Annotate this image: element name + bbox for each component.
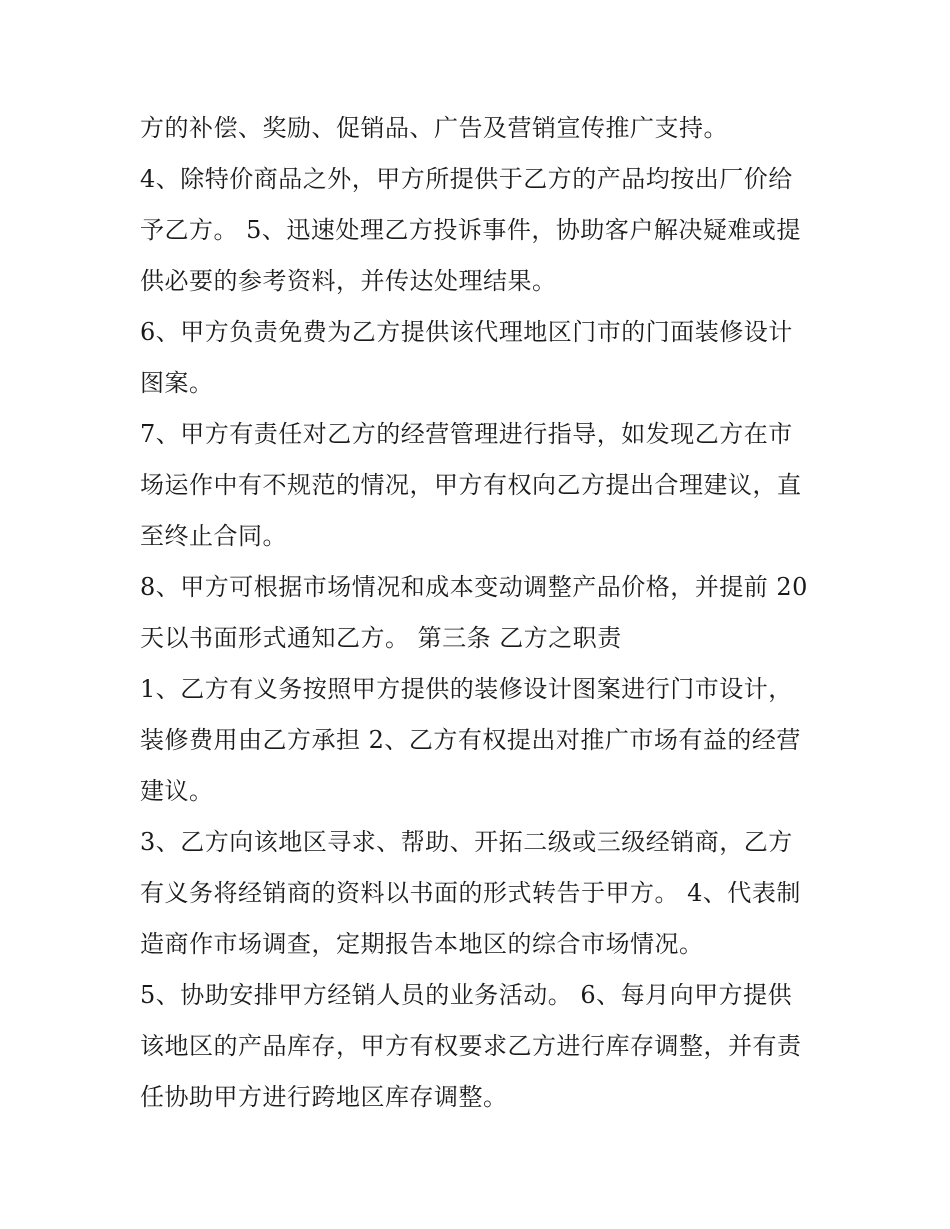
text-line: 场运作中有不规范的情况，甲方有权向乙方提出合理建议，直 xyxy=(140,471,802,499)
text-line: 7、甲方有责任对乙方的经营管理进行指导，如发现乙方在市 xyxy=(140,420,793,448)
text-line: 1、乙方有义务按照甲方提供的装修设计图案进行门市设计， xyxy=(140,675,793,703)
text-line: 5、协助安排甲方经销人员的业务活动。 6、每月向甲方提供 xyxy=(140,981,793,1009)
document-body xyxy=(140,103,820,1123)
text-line: 天以书面形式通知乙方。 第三条 乙方之职责 xyxy=(140,624,622,652)
text-line: 该地区的产品库存，甲方有权要求乙方进行库存调整，并有责 xyxy=(140,1032,802,1060)
text-line: 予乙方。 5、迅速处理乙方投诉事件，协助客户解决疑难或提 xyxy=(140,216,801,244)
text-line: 装修费用由乙方承担 2、乙方有权提出对推广市场有益的经营 xyxy=(140,726,801,754)
text-line: 3、乙方向该地区寻求、帮助、开拓二级或三级经销商，乙方 xyxy=(140,828,793,856)
text-line: 任协助甲方进行跨地区库存调整。 xyxy=(140,1083,508,1111)
text-line: 6、甲方负责免费为乙方提供该代理地区门市的门面装修设计 xyxy=(140,318,793,346)
text-line: 8、甲方可根据市场情况和成本变动调整产品价格，并提前 20 xyxy=(140,573,808,601)
text-line: 至终止合同。 xyxy=(140,522,287,550)
text-line: 图案。 xyxy=(140,369,214,397)
text-line: 4、除特价商品之外，甲方所提供于乙方的产品均按出厂价给 xyxy=(140,165,793,193)
text-line: 造商作市场调查，定期报告本地区的综合市场情况。 xyxy=(140,930,704,958)
text-line: 建议。 xyxy=(140,777,214,805)
text-line: 供必要的参考资料，并传达处理结果。 xyxy=(140,267,557,295)
text-line: 方的补偿、奖励、促销品、广告及营销宣传推广支持。 xyxy=(140,114,728,142)
text-line: 有义务将经销商的资料以书面的形式转告于甲方。 4、代表制 xyxy=(140,879,801,907)
